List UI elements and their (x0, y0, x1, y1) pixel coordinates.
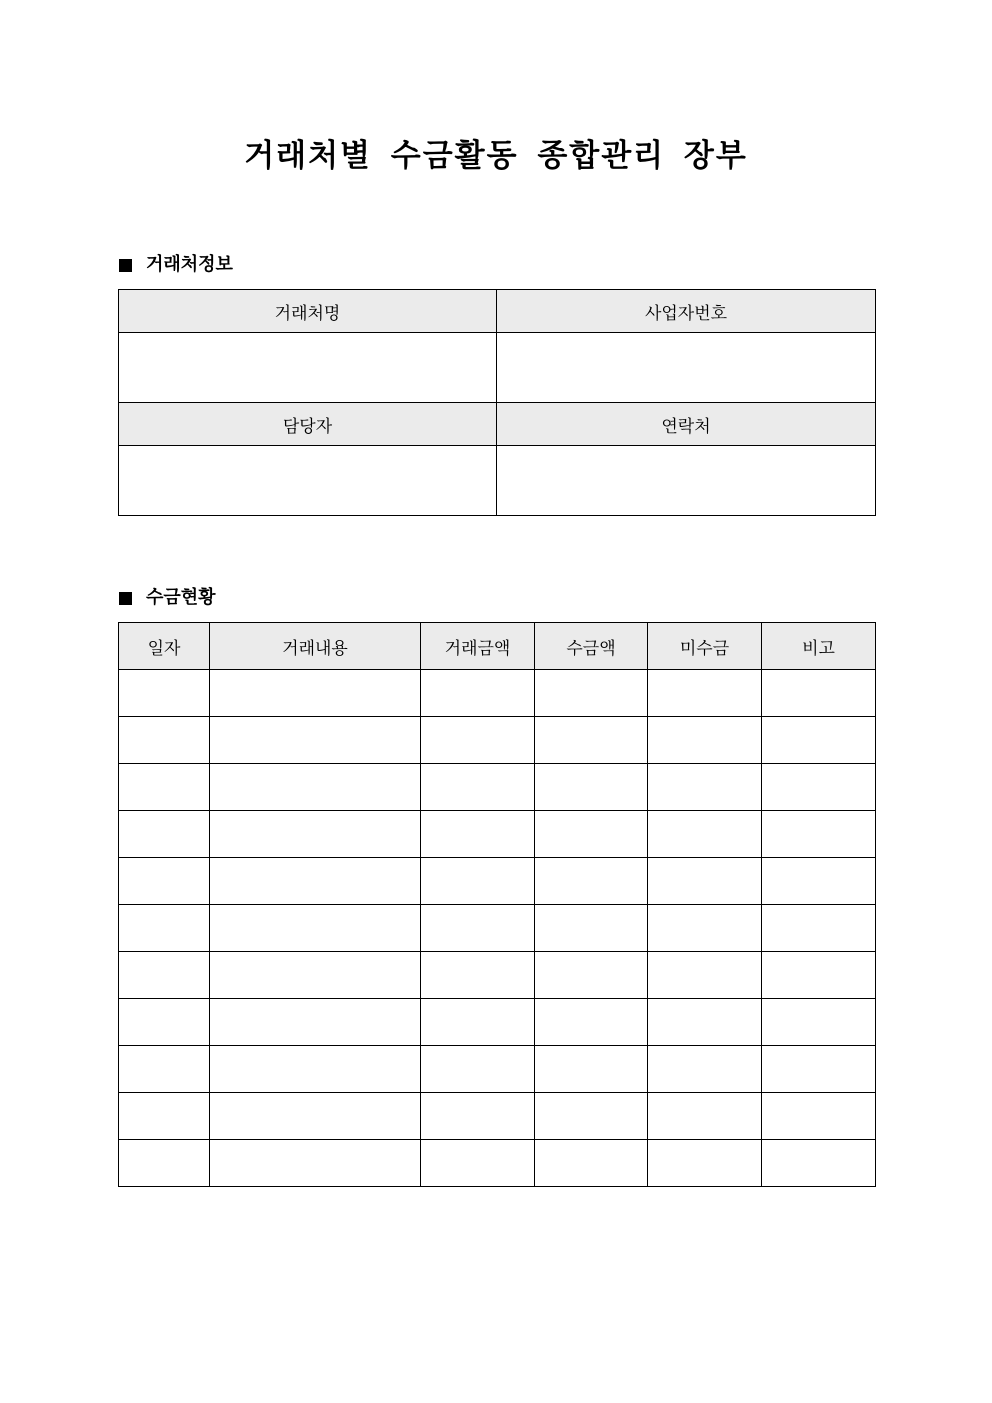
outstanding-cell[interactable] (648, 905, 762, 952)
client-info-table (118, 289, 876, 516)
business-number-label: 사업자번호 (497, 290, 876, 333)
amount-cell[interactable] (421, 717, 535, 764)
table-row (119, 905, 876, 952)
table-row (119, 952, 876, 999)
table-row (119, 858, 876, 905)
outstanding-cell[interactable] (648, 1140, 762, 1187)
table-row (119, 717, 876, 764)
table-row (119, 446, 876, 516)
collected-cell[interactable] (535, 764, 648, 811)
date-cell[interactable] (119, 1140, 210, 1187)
date-cell[interactable] (119, 1093, 210, 1140)
square-bullet-icon (119, 259, 132, 272)
collected-cell[interactable] (535, 952, 648, 999)
outstanding-cell[interactable] (648, 670, 762, 717)
client-name-label: 거래처명 (119, 290, 497, 333)
date-cell[interactable] (119, 717, 210, 764)
square-bullet-icon (119, 592, 132, 605)
section-heading-label: 수금현황 (146, 587, 216, 608)
description-cell[interactable] (210, 999, 421, 1046)
description-cell[interactable] (210, 905, 421, 952)
amount-cell[interactable] (421, 858, 535, 905)
contact-person-label: 담당자 (119, 403, 497, 446)
date-cell[interactable] (119, 858, 210, 905)
client-name-field[interactable] (119, 333, 497, 403)
note-cell[interactable] (762, 811, 876, 858)
contact-person-field[interactable] (119, 446, 497, 516)
description-cell[interactable] (210, 717, 421, 764)
table-row (119, 290, 876, 333)
date-cell[interactable] (119, 1046, 210, 1093)
note-cell[interactable] (762, 999, 876, 1046)
column-header-description: 거래내용 (210, 623, 421, 670)
amount-cell[interactable] (421, 811, 535, 858)
description-cell[interactable] (210, 1093, 421, 1140)
note-cell[interactable] (762, 905, 876, 952)
page-title: 거래처별 수금활동 종합관리 장부 (244, 138, 748, 174)
description-cell[interactable] (210, 811, 421, 858)
column-header-date: 일자 (119, 623, 210, 670)
column-header-note: 비고 (762, 623, 876, 670)
table-header-row (119, 623, 876, 670)
description-cell[interactable] (210, 1046, 421, 1093)
outstanding-cell[interactable] (648, 1046, 762, 1093)
table-row (119, 811, 876, 858)
column-header-collected: 수금액 (535, 623, 648, 670)
table-row (119, 333, 876, 403)
outstanding-cell[interactable] (648, 999, 762, 1046)
note-cell[interactable] (762, 764, 876, 811)
table-row (119, 1046, 876, 1093)
note-cell[interactable] (762, 1093, 876, 1140)
table-row (119, 999, 876, 1046)
table-row (119, 1093, 876, 1140)
amount-cell[interactable] (421, 764, 535, 811)
section-heading-collection-status (119, 586, 216, 610)
collected-cell[interactable] (535, 1140, 648, 1187)
date-cell[interactable] (119, 905, 210, 952)
outstanding-cell[interactable] (648, 764, 762, 811)
description-cell[interactable] (210, 952, 421, 999)
collected-cell[interactable] (535, 1093, 648, 1140)
outstanding-cell[interactable] (648, 811, 762, 858)
description-cell[interactable] (210, 764, 421, 811)
collected-cell[interactable] (535, 905, 648, 952)
table-row (119, 764, 876, 811)
phone-field[interactable] (497, 446, 876, 516)
column-header-outstanding: 미수금 (648, 623, 762, 670)
collection-table (118, 622, 876, 1187)
section-heading-client-info (119, 253, 233, 277)
business-number-field[interactable] (497, 333, 876, 403)
note-cell[interactable] (762, 670, 876, 717)
date-cell[interactable] (119, 764, 210, 811)
collected-cell[interactable] (535, 1046, 648, 1093)
description-cell[interactable] (210, 858, 421, 905)
date-cell[interactable] (119, 999, 210, 1046)
collected-cell[interactable] (535, 811, 648, 858)
amount-cell[interactable] (421, 1140, 535, 1187)
table-row (119, 670, 876, 717)
description-cell[interactable] (210, 1140, 421, 1187)
date-cell[interactable] (119, 670, 210, 717)
amount-cell[interactable] (421, 952, 535, 999)
outstanding-cell[interactable] (648, 1093, 762, 1140)
table-row (119, 1140, 876, 1187)
amount-cell[interactable] (421, 1093, 535, 1140)
note-cell[interactable] (762, 1046, 876, 1093)
note-cell[interactable] (762, 1140, 876, 1187)
phone-label: 연락처 (497, 403, 876, 446)
outstanding-cell[interactable] (648, 952, 762, 999)
section-heading-label: 거래처정보 (146, 254, 233, 275)
outstanding-cell[interactable] (648, 858, 762, 905)
column-header-amount: 거래금액 (421, 623, 535, 670)
description-cell[interactable] (210, 670, 421, 717)
amount-cell[interactable] (421, 1046, 535, 1093)
collected-cell[interactable] (535, 858, 648, 905)
amount-cell[interactable] (421, 905, 535, 952)
collected-cell[interactable] (535, 999, 648, 1046)
note-cell[interactable] (762, 858, 876, 905)
note-cell[interactable] (762, 717, 876, 764)
amount-cell[interactable] (421, 999, 535, 1046)
date-cell[interactable] (119, 952, 210, 999)
collected-cell[interactable] (535, 717, 648, 764)
date-cell[interactable] (119, 811, 210, 858)
amount-cell[interactable] (421, 670, 535, 717)
note-cell[interactable] (762, 952, 876, 999)
outstanding-cell[interactable] (648, 717, 762, 764)
collected-cell[interactable] (535, 670, 648, 717)
table-row (119, 403, 876, 446)
